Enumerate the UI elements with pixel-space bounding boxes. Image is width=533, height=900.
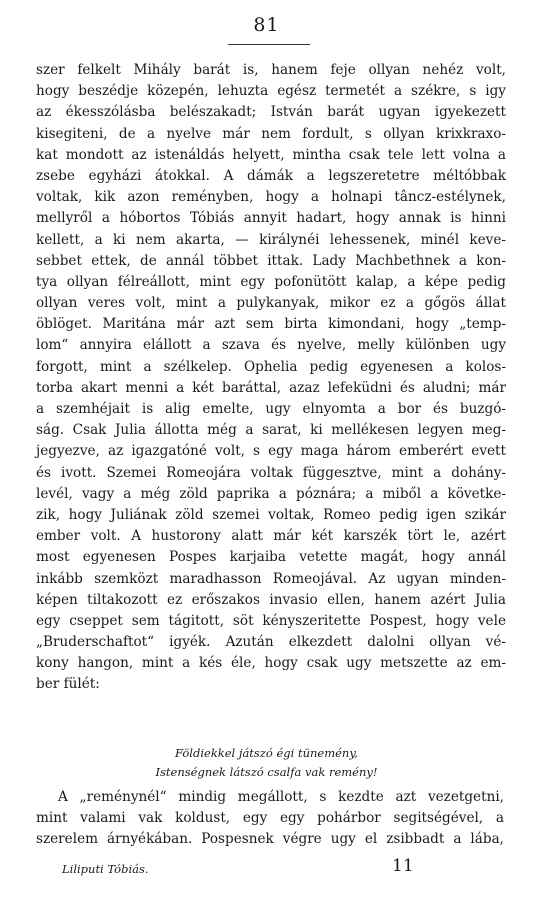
text-line: most egyenesen Pospes karjaiba vetette magát, hogy annál xyxy=(36,549,506,566)
page-number: 81 xyxy=(253,14,280,36)
text-line: kisegiteni, de a nyelve már nem fordult, s ollyan krixkraxo- xyxy=(36,125,506,142)
text-line: kellett, a ki nem akarta, — királynéi lehessenek, minél keve- xyxy=(36,231,506,248)
text-line: szerelem árnyékában. Pospesnek végre ugy el zsibbadt a lába, xyxy=(36,831,504,848)
text-line: zsebe egyházi átokkal. A dámák a legszeretetre méltóbbak xyxy=(36,167,506,184)
text-line: mellyről a hóbortos Tóbiás annyit hadart, hogy annak is hinni xyxy=(36,210,506,227)
text-line: lom“ annyira elállott a szava és nyelve, melly különben ugy xyxy=(36,337,506,354)
header-rule xyxy=(228,44,310,45)
text-line: A „reménynél“ mindig megállott, s kezdte azt vezetgetni, xyxy=(58,789,504,805)
text-line: ság. Csak Julia állotta még a sarat, ki mellékesen legyen meg- xyxy=(36,422,506,439)
text-line: tya ollyan félreállott, mint egy pofonütött kalap, a képe pedig xyxy=(36,273,506,290)
text-line: mint valami vak koldust, egy egy pohárbor segitségével, a xyxy=(36,810,504,827)
text-line: kat mondott az istenáldás helyett, mintha csak tele lett volna a xyxy=(36,146,506,163)
footer-sheet-number: 11 xyxy=(392,856,414,876)
footer-signature: Liliputi Tóbiás. xyxy=(62,862,149,876)
text-line: az ékesszólásba belészakadt; István barát ugyan igyekezett xyxy=(36,104,506,121)
text-line: inkább szemközt maradhasson Romeojával. Az ugyan minden- xyxy=(36,570,506,587)
text-line: ber fülét: xyxy=(36,676,100,693)
text-line: egy cseppet sem tágitott, söt kényszeritette Pospest, hogy vele xyxy=(36,612,506,629)
body-text xyxy=(36,60,506,696)
text-line: „Bruderschaftot“ igyék. Azután elkezdett dalolni ollyan vé- xyxy=(36,634,506,651)
text-line: kony hangon, mint a kés éle, hogy csak ugy metszette az em- xyxy=(36,655,506,672)
poem-line: Földiekkel játszó égi tünemény, xyxy=(175,746,358,760)
text-line: a szemhéjait is alig emelte, ugy elnyomta a bor és buzgó- xyxy=(36,401,506,417)
text-line: zik, hogy Juliának zöld szemei voltak, Romeo pedig igen szikár xyxy=(36,506,506,523)
text-line: ember volt. A hustorony alatt már két karszék tört le, azért xyxy=(36,528,506,545)
poem-line: Istenségnek látszó csalfa vak remény! xyxy=(155,765,378,779)
text-line: torba akart menni a két baráttal, azaz lefeküdni és aludni; már xyxy=(36,379,506,396)
text-line: sebbet ettek, de annál többet ittak. Lady Machbethnek a kon- xyxy=(36,252,506,269)
text-line: képen tiltakozott ez erőszakos invasio ellen, hanem azért Julia xyxy=(36,591,506,608)
text-line: forgott, mint a szélkelep. Ophelia pedig egyenesen a kolos- xyxy=(36,358,506,375)
continuation-text xyxy=(36,787,504,851)
text-line: ollyan veres volt, mint a pulykanyak, mikor ez a gőgös állat xyxy=(36,295,506,312)
text-line: jegyezve, az igazgatóné volt, s egy maga három emberért evett xyxy=(36,443,506,460)
text-line: és ivott. Szemei Romeojára voltak függesztve, mint a dohány- xyxy=(36,464,506,481)
text-line: öblöget. Maritána már azt sem birta kimondani, hogy „temp- xyxy=(36,316,506,333)
text-line: hogy beszédje közepén, lehuzta egész termetét a székre, s igy xyxy=(36,83,506,100)
text-line: szer felkelt Mihály barát is, hanem feje ollyan nehéz volt, xyxy=(36,62,506,78)
text-line: voltak, kik azon reményben, hogy a holnapi tâncz-estélynek, xyxy=(36,189,506,206)
text-line: levél, vagy a még zöld paprika a póznára; a miből a követke- xyxy=(36,485,506,502)
